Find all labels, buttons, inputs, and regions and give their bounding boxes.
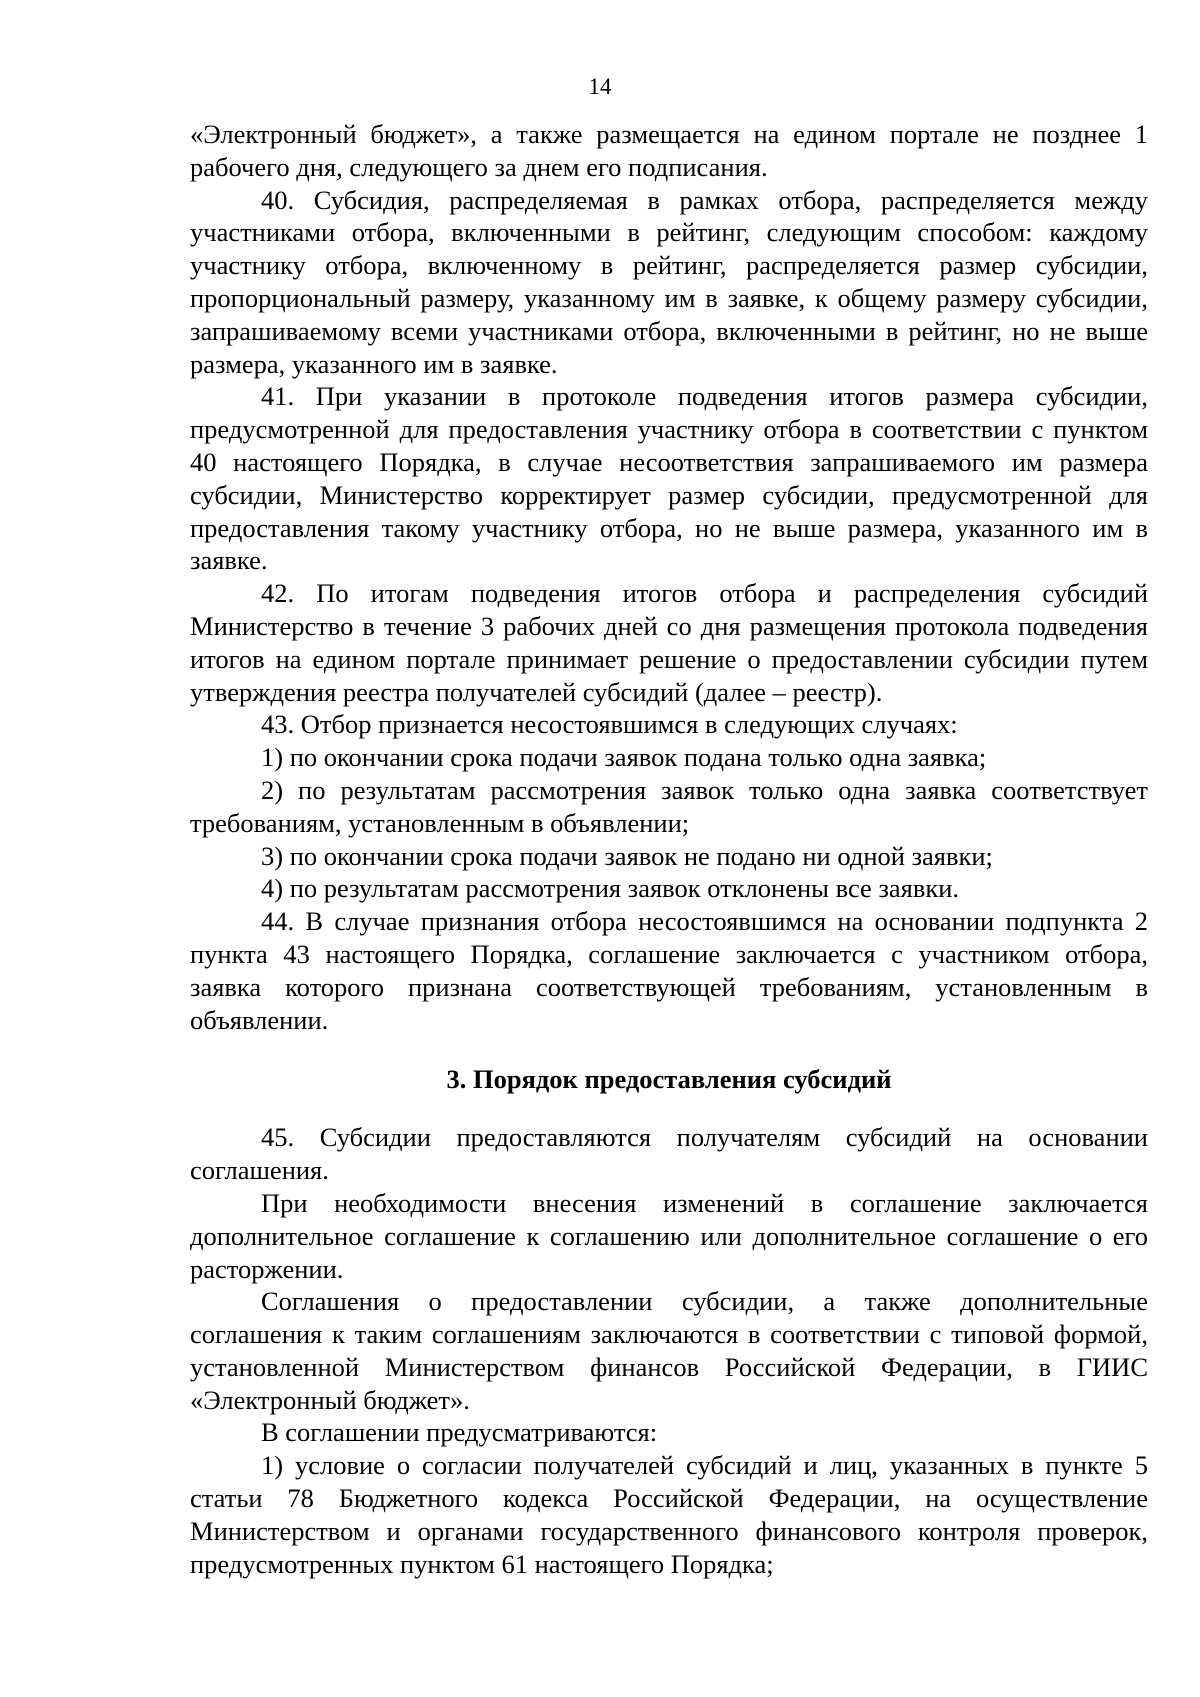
paragraph-45-provision-1: 1) условие о согласии получателей субсидий и лиц, указанных в пункте 5 статьи 78 Бюджетного кодекса Российской Федерации, на осуществление Министерством и органами государственного финансового контроля проверок, предусмотренных пунктом 61 настоящего Порядка; xyxy=(190,1450,1148,1579)
paragraph-43-item-2: 2) по результатам рассмотрения заявок только одна заявка соответствует требованиям, установленным в объявлении; xyxy=(190,774,1148,838)
paragraph-45: 45. Субсидии предоставляются получателям субсидий на основании соглашения. xyxy=(190,1122,1148,1186)
paragraph-42: 42. По итогам подведения итогов отбора и распределения субсидий Министерство в течение 3 рабочих дней со дня размещения протокола подведения итогов на едином портале принимает решение о предоставлении субсидии путем утверждения реестра получателей субсидий (далее – реестр). xyxy=(190,578,1148,707)
section-heading: 3. Порядок предоставления субсидий xyxy=(446,1064,892,1095)
paragraph-45-standard-form: Соглашения о предоставлении субсидии, а также дополнительные соглашения к таким соглашениям заключаются в соответствии с типовой формой, установленной Министерством финансов Российской Федерации, в ГИИС «Электронный бюджет». xyxy=(190,1286,1148,1415)
paragraph-43-item-4: 4) по результатам рассмотрения заявок отклонены все заявки. xyxy=(261,873,960,904)
paragraph-43-item-1: 1) по окончании срока подачи заявок подана только одна заявка; xyxy=(261,742,987,773)
paragraph-44: 44. В случае признания отбора несостоявшимся на основании подпункта 2 пункта 43 настоящего Порядка, соглашение заключается с участником отбора, заявка которого признана соответствующей требованиям, установленным в объявлении. xyxy=(190,906,1148,1035)
paragraph-43-item-3: 3) по окончании срока подачи заявок не подано ни одной заявки; xyxy=(261,840,993,871)
paragraph-45-amendments: При необходимости внесения изменений в соглашение заключается дополнительное соглашение к соглашению или дополнительное соглашение о его расторжении. xyxy=(190,1187,1148,1284)
document-body xyxy=(190,118,1148,1580)
paragraph-41: 41. При указании в протоколе подведения итогов размера субсидии, предусмотренной для предоставления участнику отбора в соответствии с пунктом 40 настоящего Порядка, в случае несоответствия запрашиваемого им размера субсидии, Министерство корректирует размер субсидии, предусмотренной для предоставления такому участнику отбора, но не выше размера, указанного им в заявке. xyxy=(190,381,1148,576)
page-number: 14 xyxy=(588,74,612,99)
paragraph-43: 43. Отбор признается несостоявшимся в следующих случаях: xyxy=(261,709,958,740)
paragraph-40: 40. Субсидия, распределяемая в рамках отбора, распределяется между участниками отбора, включенными в рейтинг, следующим способом: каждому участнику отбора, включенному в рейтинг, распределяется размер субсидии, пропорциональный размеру, указанному им в заявке, к общему размеру субсидии, запрашиваемому всеми участниками отбора, включенными в рейтинг, но не выше размера, указанного им в заявке. xyxy=(190,184,1148,379)
paragraph-45-provisions-intro: В соглашении предусматриваются: xyxy=(261,1417,658,1448)
paragraph-continuation: «Электронный бюджет», а также размещается на едином портале не позднее 1 рабочего дня, следующего за днем его подписания. xyxy=(190,119,1148,182)
